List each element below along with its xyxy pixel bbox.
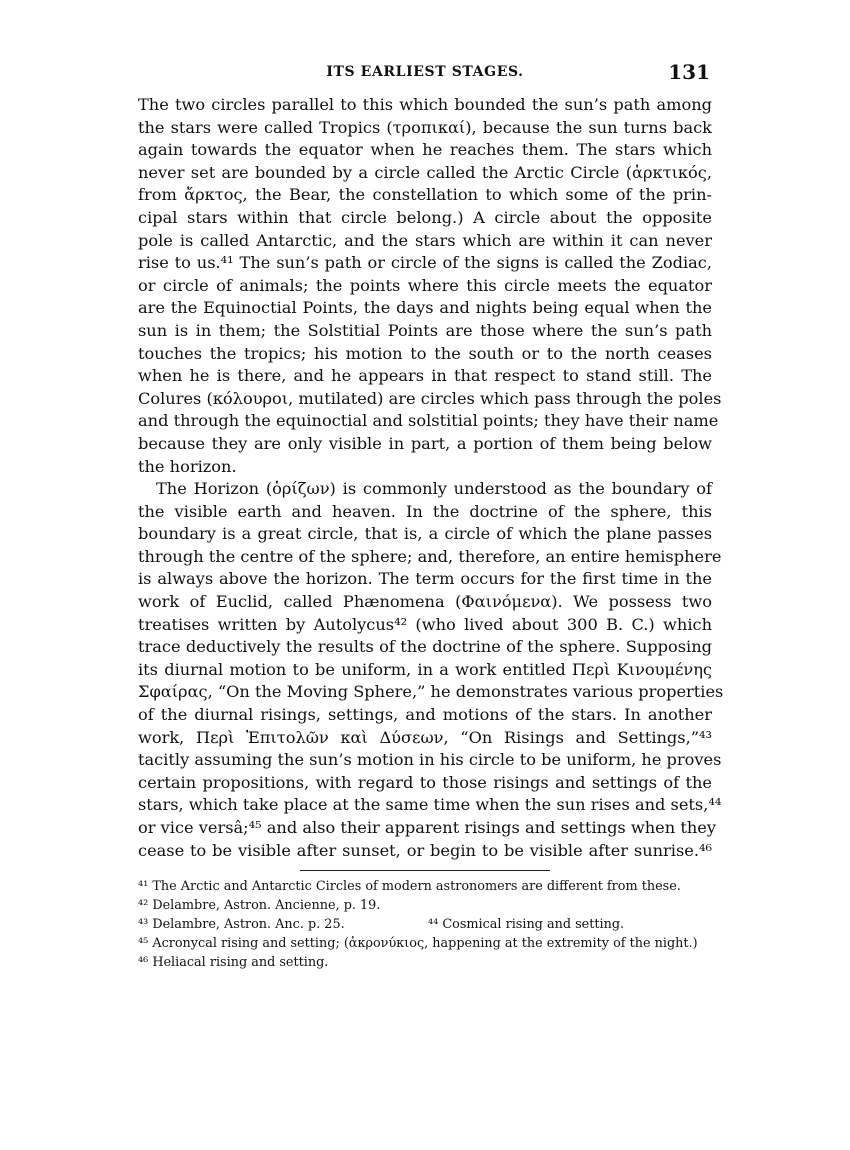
text-line: Colures (κόλουροι, mutilated) are circles which pass through the poles bbox=[138, 388, 722, 408]
body-text bbox=[138, 94, 724, 862]
book-page bbox=[138, 60, 724, 972]
text-line: rise to us.⁴¹ The sun’s path or circle of the signs is called the Zodiac, bbox=[138, 253, 712, 273]
text-line: through the centre of the sphere; and, therefore, an entire hemisphere bbox=[138, 546, 722, 566]
text-line: the visible earth and heaven. In the doctrine of the sphere, this bbox=[138, 501, 712, 521]
footnote-45: ⁴⁵ Acronycal rising and setting; (ἀκρονύκιος, happening at the extremity of the night.) bbox=[138, 936, 698, 952]
text-line: again towards the equator when he reaches them. The stars which bbox=[138, 140, 712, 160]
running-head bbox=[138, 60, 712, 94]
text-line: cipal stars within that circle belong.) A circle about the opposite bbox=[138, 207, 712, 227]
text-line: work of Euclid, called Phænomena (Φαινόμενα). We possess two bbox=[138, 592, 712, 612]
footnote-row bbox=[138, 915, 712, 934]
text-line: from ἄρκτος, the Bear, the constellation to which some of the prin- bbox=[138, 185, 712, 205]
footnote-44: ⁴⁴ Cosmical rising and setting. bbox=[428, 917, 625, 933]
text-line: The Horizon (ὁρίζων) is commonly understood as the boundary of bbox=[156, 479, 712, 499]
text-line: of the diurnal risings, settings, and motions of the stars. In another bbox=[138, 705, 712, 725]
text-line: the stars were called Tropics (τροπικαί), because the sun turns back bbox=[138, 117, 712, 137]
text-line: The two circles parallel to this which bounded the sun’s path among bbox=[138, 95, 712, 114]
page-number: 131 bbox=[668, 60, 710, 84]
text-line: trace deductively the results of the doctrine of the sphere. Supposing bbox=[138, 637, 712, 657]
text-line: the horizon. bbox=[138, 456, 237, 476]
text-line: sun is in them; the Solstitial Points are those where the sun’s path bbox=[138, 320, 712, 340]
text-line: and through the equinoctial and solstitial points; they have their name bbox=[138, 411, 719, 431]
text-line: pole is called Antarctic, and the stars which are within it can never bbox=[138, 230, 712, 250]
text-line: when he is there, and he appears in that respect to stand still. The bbox=[138, 366, 712, 386]
text-line: treatises written by Autolycus⁴² (who lived about 300 B. C.) which bbox=[138, 614, 712, 634]
footnote-46: ⁴⁶ Heliacal rising and setting. bbox=[138, 955, 329, 971]
footnote-43: ⁴³ Delambre, Astron. Anc. p. 25. bbox=[138, 917, 345, 933]
footnote-42: ⁴² Delambre, Astron. Ancienne, p. 19. bbox=[138, 898, 381, 914]
text-line: or circle of animals; the points where this circle meets the equator bbox=[138, 275, 712, 295]
text-line: is always above the horizon. The term occurs for the first time in the bbox=[138, 569, 712, 589]
text-line: never set are bounded by a circle called the Arctic Circle (ἀρκτικός, bbox=[138, 162, 712, 182]
running-title: ITS EARLIEST STAGES. bbox=[326, 64, 524, 80]
text-line: touches the tropics; his motion to the south or to the north ceases bbox=[138, 343, 712, 363]
footnote-41: ⁴¹ The Arctic and Antarctic Circles of modern astronomers are different from these. bbox=[138, 879, 681, 895]
paragraph-2 bbox=[138, 478, 724, 862]
footnote-divider bbox=[300, 870, 550, 871]
text-line: tacitly assuming the sun’s motion in his circle to be uniform, he proves bbox=[138, 750, 722, 770]
text-line: or vice versâ;⁴⁵ and also their apparent risings and settings when they bbox=[138, 818, 716, 837]
footnotes bbox=[138, 877, 712, 972]
text-line: certain propositions, with regard to those risings and settings of the bbox=[138, 772, 712, 792]
text-line: because they are only visible in part, a portion of them being below bbox=[138, 433, 712, 453]
text-line: Σφαίρας, “On the Moving Sphere,” he demonstrates various properties bbox=[138, 682, 724, 702]
text-line: are the Equinoctial Points, the days and nights being equal when the bbox=[138, 298, 712, 318]
text-line: boundary is a great circle, that is, a circle of which the plane passes bbox=[138, 524, 712, 544]
paragraph-1 bbox=[138, 94, 722, 478]
text-line: work, Περὶ Ἐπιτολῶν καὶ Δύσεων, “On Risings and Settings,”⁴³ bbox=[138, 727, 712, 747]
text-line: stars, which take place at the same time when the sun rises and sets,⁴⁴ bbox=[138, 795, 722, 815]
text-line: cease to be visible after sunset, or begin to be visible after sunrise.⁴⁶ bbox=[138, 840, 712, 860]
text-line: its diurnal motion to be uniform, in a work entitled Περὶ Κινουμένης bbox=[138, 659, 712, 679]
